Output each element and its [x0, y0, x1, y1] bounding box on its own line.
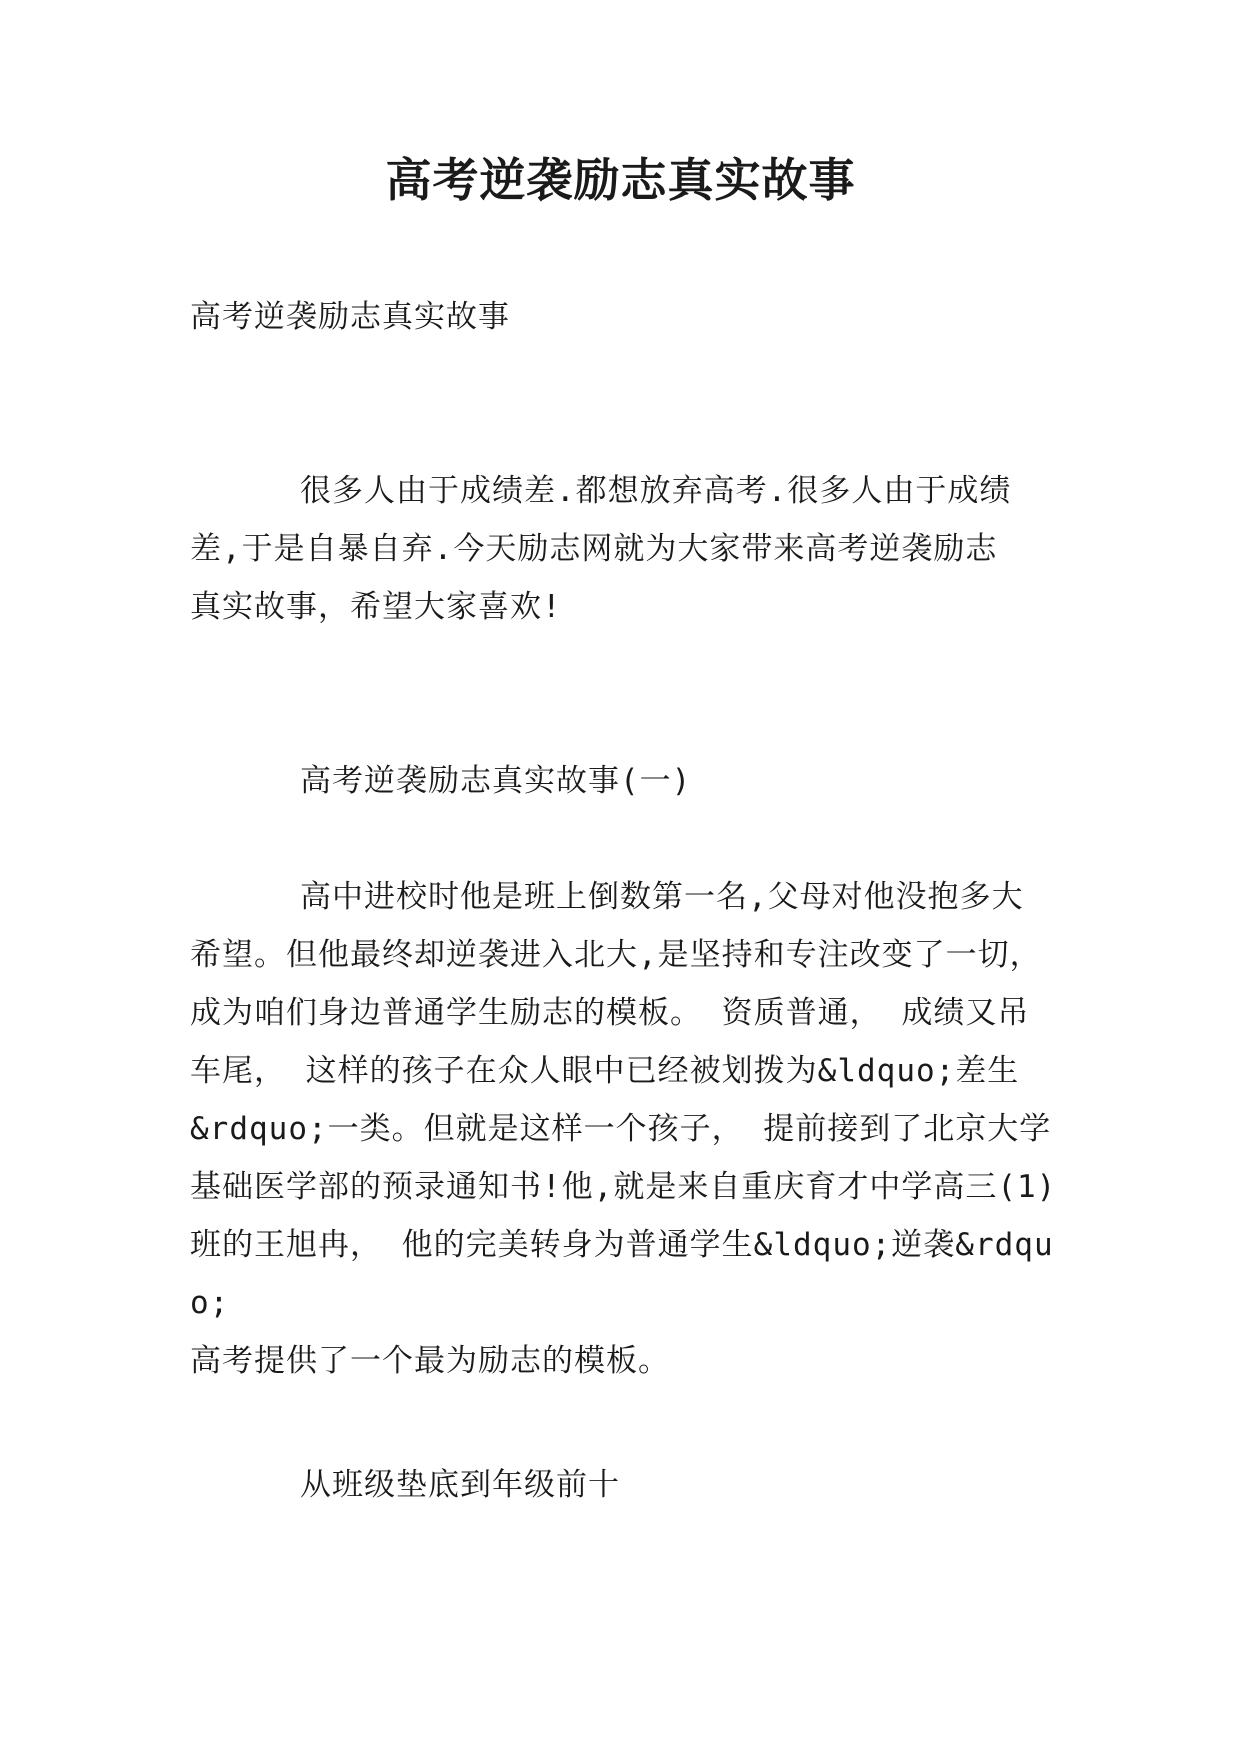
story-line: &rdquo;一类。但就是这样一个孩子， 提前接到了北京大学: [190, 1111, 1052, 1147]
intro-line: 差,于是自暴自弃.今天励志网就为大家带来高考逆袭励志: [190, 531, 998, 567]
story-line: 班的王旭冉， 他的完美转身为普通学生&ldquo;逆袭&rdquo;: [190, 1227, 1054, 1321]
story-paragraph: [190, 868, 1070, 1390]
story-line: 基础医学部的预录通知书!他,就是来自重庆育才中学高三(1): [190, 1169, 1057, 1205]
page-title: 高考逆袭励志真实故事: [385, 153, 856, 207]
story-line: 成为咱们身边普通学生励志的模板。 资质普通， 成绩又吊: [190, 995, 1030, 1031]
section-heading-text: 从班级垫底到年级前十: [300, 1467, 620, 1503]
story-line: 车尾， 这样的孩子在众人眼中已经被划拨为&ldquo;差生: [190, 1053, 1020, 1089]
section-heading-1: [190, 752, 1070, 810]
intro-paragraph: [190, 462, 1070, 636]
story-line: 希望。但他最终却逆袭进入北大,是坚持和专注改变了一切，: [190, 937, 1042, 973]
intro-line: 真实故事，希望大家喜欢!: [190, 589, 562, 625]
subtitle-text: 高考逆袭励志真实故事: [190, 299, 510, 335]
intro-line: 很多人由于成绩差.都想放弃高考.很多人由于成绩: [300, 473, 1012, 509]
section-heading-text: 高考逆袭励志真实故事(一): [300, 763, 692, 799]
section-heading-2: [190, 1456, 1070, 1514]
story-line: 高考提供了一个最为励志的模板。: [190, 1343, 670, 1379]
story-line: 高中进校时他是班上倒数第一名,父母对他没抱多大: [300, 879, 1024, 915]
document-subtitle: [190, 288, 1070, 346]
